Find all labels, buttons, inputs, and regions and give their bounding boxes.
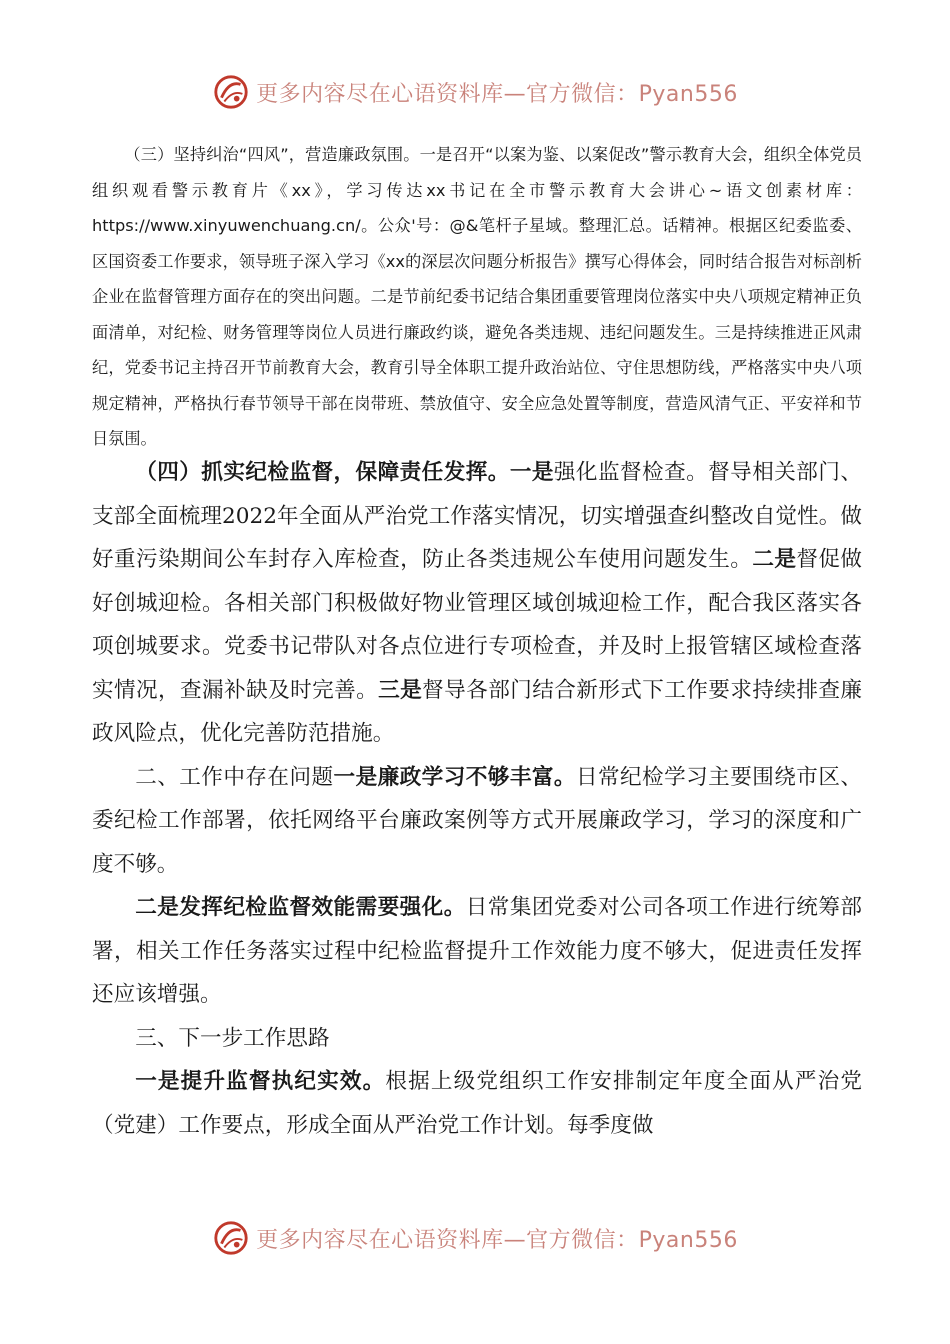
section-4-heading: （四）抓实纪检监督，保障责任发挥。 bbox=[135, 460, 510, 485]
watermark-text: 更多内容尽在心语资料库—官方微信：Pyan556 bbox=[256, 1227, 738, 1253]
section-4-paragraph bbox=[92, 451, 862, 756]
brand-logo-icon bbox=[212, 73, 250, 111]
problems-paragraph-2 bbox=[92, 886, 862, 1017]
section-4-label-3: 三是 bbox=[378, 677, 423, 703]
section-3-block bbox=[92, 137, 862, 457]
problem-1-title: 一是廉政学习不够丰富。 bbox=[333, 764, 576, 790]
section-4-text-3: 督导各部门结合新形式下工作要求持续排查廉政风险点，优化完善防范措施。 bbox=[92, 677, 862, 746]
problem-1-text: 日常纪检学习主要围绕市区、委纪检工作部署，依托网络平台廉政案例等方式开展廉政学习，学习的深度和广度不够。 bbox=[92, 764, 862, 877]
section-4-text-1: 强化监督检查。督导相关部门、支部全面梳理2022年全面从严治党工作落实情况，切实增强查纠整改自觉性。做好重污染期间公车封存入库检查，防止各类违规公车使用问题发生。 bbox=[92, 460, 862, 572]
next-1-title: 一是提升监督执纪实效。 bbox=[135, 1069, 386, 1094]
header-watermark bbox=[0, 70, 950, 114]
problems-paragraph-1 bbox=[92, 756, 862, 887]
section-4-text-2: 督促做好创城迎检。各相关部门积极做好物业管理区域创城迎检工作，配合我区落实各项创城要求。党委书记带队对各点位进行专项检查，并及时上报管辖区域检查落实情况，查漏补缺及时完善。 bbox=[92, 547, 862, 703]
brand-logo-icon bbox=[212, 1219, 250, 1257]
next-1-text: 根据上级党组织工作安排制定年度全面从严治党（党建）工作要点，形成全面从严治党工作计划。每季度做 bbox=[92, 1069, 862, 1138]
problem-2-title: 二是发挥纪检监督效能需要强化。 bbox=[135, 895, 466, 920]
section-4-label-2: 二是 bbox=[752, 547, 797, 572]
next-steps-heading: 三、下一步工作思路 bbox=[135, 1025, 330, 1051]
section-3-paragraph: （三）坚持纠治“四风”，营造廉政氛围。一是召开“以案为鉴、以案促改”警示教育大会，组织全体党员组织观看警示教育片《xx》，学习传达xx书记在全市警示教育大会讲心~语文创素材库：https://www.xinyuwenchuang.cn/。公众'号：@&笔杆子星域。整理汇总。话精神。根据区纪委监委、区国资委工作要求，领导班子深入学习《xx的深层次问题分析报告》撰写心得体会，同时结合报告对标剖析企业在监督管理方面存在的突出问题。二是节前纪委书记结合集团重要管理岗位落实中央八项规定精神正负面清单，对纪检、财务管理等岗位人员进行廉政约谈，避免各类违规、违纪问题发生。三是持续推进正风肃纪，党委书记主持召开节前教育大会，教育引导全体职工提升政治站位、守住思想防线，严格落实中央八项规定精神，严格执行春节领导干部在岗带班、禁放值守、安全应急处置等制度，营造风清气正、平安祥和节日氛围。 bbox=[92, 145, 862, 448]
next-steps-paragraph-1 bbox=[92, 1060, 862, 1147]
footer-watermark bbox=[0, 1216, 950, 1260]
problem-2-text: 日常集团党委对公司各项工作进行统筹部署，相关工作任务落实过程中纪检监督提升工作效能力度不够大，促进责任发挥还应该增强。 bbox=[92, 895, 862, 1007]
watermark-text: 更多内容尽在心语资料库—官方微信：Pyan556 bbox=[256, 81, 738, 107]
body-text bbox=[92, 451, 862, 1147]
problems-heading: 二、工作中存在问题 bbox=[135, 764, 334, 790]
section-4-label-1: 一是 bbox=[509, 460, 554, 485]
